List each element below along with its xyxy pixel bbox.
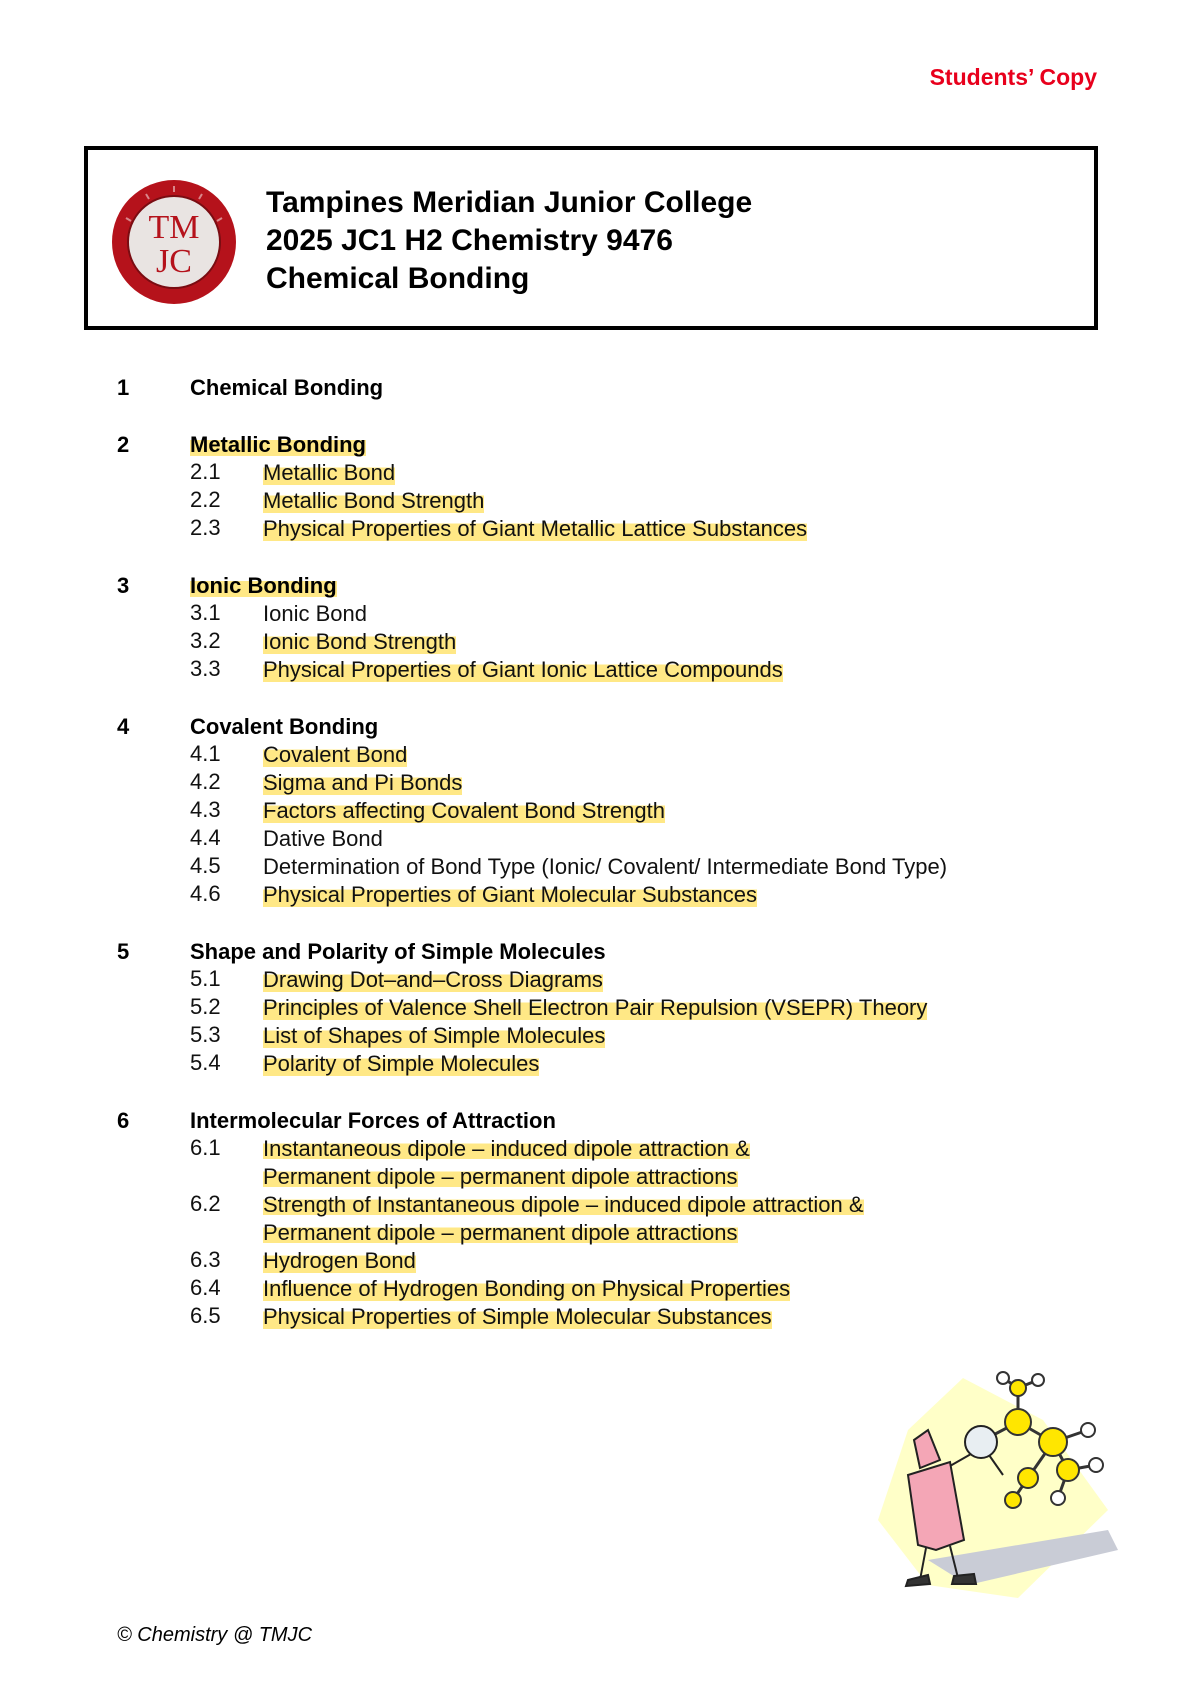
- section-title: Shape and Polarity of Simple Molecules: [190, 939, 606, 964]
- toc-item: [0, 741, 1200, 769]
- item-text: Physical Properties of Giant Molecular Substances: [263, 882, 758, 907]
- toc-item: [0, 881, 1200, 909]
- footer-copyright: © Chemistry @ TMJC: [117, 1624, 313, 1646]
- item-text: Polarity of Simple Molecules: [263, 1051, 540, 1076]
- tmjc-logo: [110, 178, 238, 306]
- item-number: 4.6: [190, 881, 221, 906]
- item-number: 2.3: [190, 515, 221, 540]
- section-number: 3: [117, 573, 130, 598]
- toc-item: [0, 1050, 1200, 1078]
- item-text: Influence of Hydrogen Bonding on Physical Properties: [263, 1276, 791, 1301]
- toc-item: [0, 994, 1200, 1022]
- course-title: 2025 JC1 H2 Chemistry 9476: [266, 224, 673, 257]
- scientist-molecule-clipart: [868, 1370, 1128, 1600]
- toc-item: [0, 628, 1200, 656]
- item-text: Metallic Bond Strength: [263, 488, 485, 513]
- section-title: Intermolecular Forces of Attraction: [190, 1108, 556, 1133]
- item-number: 4.3: [190, 797, 221, 822]
- item-text: Covalent Bond: [263, 742, 408, 767]
- school-name: Tampines Meridian Junior College: [266, 186, 753, 219]
- section-number: 2: [117, 432, 130, 457]
- item-number: 6.1: [190, 1135, 221, 1160]
- item-number: 5.3: [190, 1022, 221, 1047]
- item-number: 4.2: [190, 769, 221, 794]
- item-text: Strength of Instantaneous dipole – induced dipole attraction &: [263, 1192, 864, 1217]
- section-number: 5: [117, 939, 130, 964]
- item-text: Ionic Bond Strength: [263, 629, 457, 654]
- toc-item: [0, 797, 1200, 825]
- item-text: Principles of Valence Shell Electron Pair Repulsion (VSEPR) Theory: [263, 995, 928, 1020]
- section-title: Metallic Bonding: [190, 432, 366, 457]
- toc-item: [0, 1191, 1200, 1247]
- item-number: 3.1: [190, 600, 221, 625]
- toc-section-5: [0, 936, 1200, 1078]
- item-number: 3.2: [190, 628, 221, 653]
- toc-item: [0, 966, 1200, 994]
- toc-item: [0, 1275, 1200, 1303]
- item-number: 3.3: [190, 656, 221, 681]
- section-title: Covalent Bonding: [190, 714, 379, 739]
- title-box: [84, 146, 1098, 330]
- topic-title: Chemical Bonding: [266, 262, 530, 295]
- toc-item: [0, 487, 1200, 515]
- item-number: 4.1: [190, 741, 221, 766]
- item-text: Determination of Bond Type (Ionic/ Covalent/ Intermediate Bond Type): [263, 854, 948, 879]
- toc-item: [0, 825, 1200, 853]
- item-number: 5.2: [190, 994, 221, 1019]
- item-number: 6.4: [190, 1275, 221, 1300]
- toc-section-6: [0, 1105, 1200, 1331]
- item-number: 4.4: [190, 825, 221, 850]
- item-text: Physical Properties of Giant Metallic Lattice Substances: [263, 516, 808, 541]
- section-number: 1: [117, 375, 130, 400]
- item-text: List of Shapes of Simple Molecules: [263, 1023, 606, 1048]
- toc-item: [0, 1022, 1200, 1050]
- item-number: 6.2: [190, 1191, 221, 1216]
- item-text: Metallic Bond: [263, 460, 396, 485]
- item-text: Factors affecting Covalent Bond Strength: [263, 798, 665, 823]
- item-number: 2.2: [190, 487, 221, 512]
- item-text: Hydrogen Bond: [263, 1248, 416, 1273]
- item-number: 6.3: [190, 1247, 221, 1272]
- toc-item: [0, 656, 1200, 684]
- item-text: Dative Bond: [263, 826, 383, 851]
- toc-item: [0, 459, 1200, 487]
- toc-item: [0, 600, 1200, 628]
- toc-item: [0, 1247, 1200, 1275]
- item-text-line2: Permanent dipole – permanent dipole attractions: [263, 1164, 738, 1189]
- toc-item: [0, 1303, 1200, 1331]
- item-text-line2: Permanent dipole – permanent dipole attractions: [263, 1220, 738, 1245]
- toc-section-3: [0, 570, 1200, 684]
- toc-section-2: [0, 429, 1200, 543]
- item-number: 6.5: [190, 1303, 221, 1328]
- svg-text:JC: JC: [156, 243, 192, 280]
- toc-item: [0, 515, 1200, 543]
- item-text: Drawing Dot–and–Cross Diagrams: [263, 967, 603, 992]
- item-text: Ionic Bond: [263, 601, 367, 626]
- toc-section-4: [0, 711, 1200, 909]
- item-number: 4.5: [190, 853, 221, 878]
- item-text: Physical Properties of Giant Ionic Lattice Compounds: [263, 657, 783, 682]
- svg-text:TM: TM: [148, 209, 200, 246]
- item-number: 5.1: [190, 966, 221, 991]
- toc-item: [0, 853, 1200, 881]
- toc-item: [0, 1135, 1200, 1191]
- table-of-contents: [0, 372, 1200, 1358]
- item-text: Sigma and Pi Bonds: [263, 770, 463, 795]
- item-text: Instantaneous dipole – induced dipole attraction &: [263, 1136, 750, 1161]
- section-title: Chemical Bonding: [190, 375, 384, 400]
- toc-section-1: [0, 372, 1200, 402]
- section-title: Ionic Bonding: [190, 573, 337, 598]
- item-number: 2.1: [190, 459, 221, 484]
- section-number: 4: [117, 714, 130, 739]
- item-number: 5.4: [190, 1050, 221, 1075]
- item-text: Physical Properties of Simple Molecular Substances: [263, 1304, 772, 1329]
- toc-item: [0, 769, 1200, 797]
- section-number: 6: [117, 1108, 130, 1133]
- students-copy-label: Students’ Copy: [929, 64, 1097, 90]
